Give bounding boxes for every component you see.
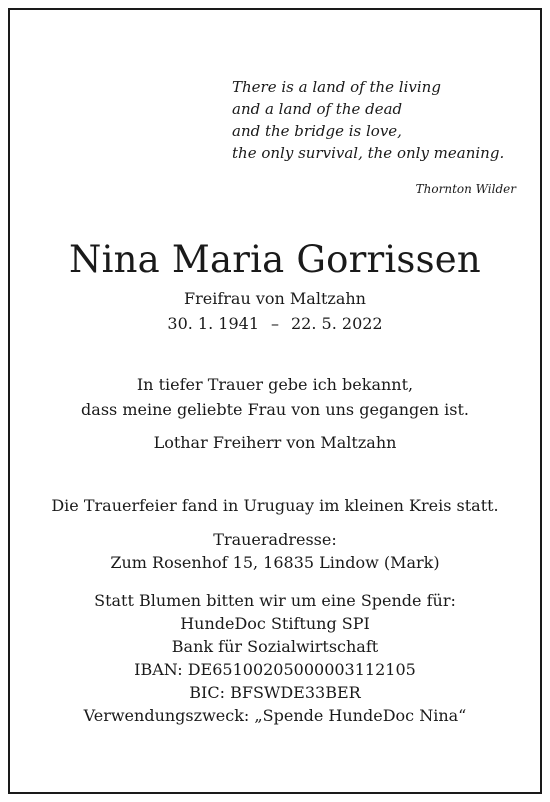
mourning-address — [0, 528, 550, 574]
announcement-line: dass meine geliebte Frau von uns gegangen ist. — [81, 400, 469, 419]
quote-line: There is a land of the living — [232, 78, 441, 96]
quote-line: and a land of the dead — [232, 100, 403, 118]
quote-line: the only survival, the only meaning. — [232, 144, 505, 162]
donation-info — [0, 589, 550, 727]
life-dates — [0, 313, 550, 335]
date-dash: – — [271, 314, 279, 333]
donation-line: Verwendungszweck: „Spende HundeDoc Nina“ — [83, 706, 467, 725]
quote-line: and the bridge is love, — [232, 122, 402, 140]
address-value: Zum Rosenhof 15, 16835 Lindow (Mark) — [110, 553, 440, 572]
ceremony-note: Die Trauerfeier fand in Uruguay im kleinen Kreis statt. — [51, 496, 499, 515]
epigraph-quote — [232, 76, 522, 164]
deceased-name: Nina Maria Gorrissen — [69, 238, 481, 281]
quote-author: Thornton Wilder — [415, 182, 516, 196]
announcement-line: In tiefer Trauer gebe ich bekannt, — [136, 375, 414, 394]
donation-line: IBAN: DE65100205000003112105 — [134, 660, 416, 679]
donation-line: BIC: BFSWDE33BER — [189, 683, 361, 702]
birth-date: 30. 1. 1941 — [167, 314, 259, 333]
signature: Lothar Freiherr von Maltzahn — [153, 433, 397, 452]
deceased-title: Freifrau von Maltzahn — [184, 289, 366, 308]
donation-line: Statt Blumen bitten wir um eine Spende für: — [94, 591, 456, 610]
address-label: Traueradresse: — [213, 530, 337, 549]
death-date: 22. 5. 2022 — [291, 314, 383, 333]
donation-line: HundeDoc Stiftung SPI — [180, 614, 370, 633]
announcement-text — [0, 372, 550, 422]
donation-line: Bank für Sozialwirtschaft — [171, 637, 379, 656]
